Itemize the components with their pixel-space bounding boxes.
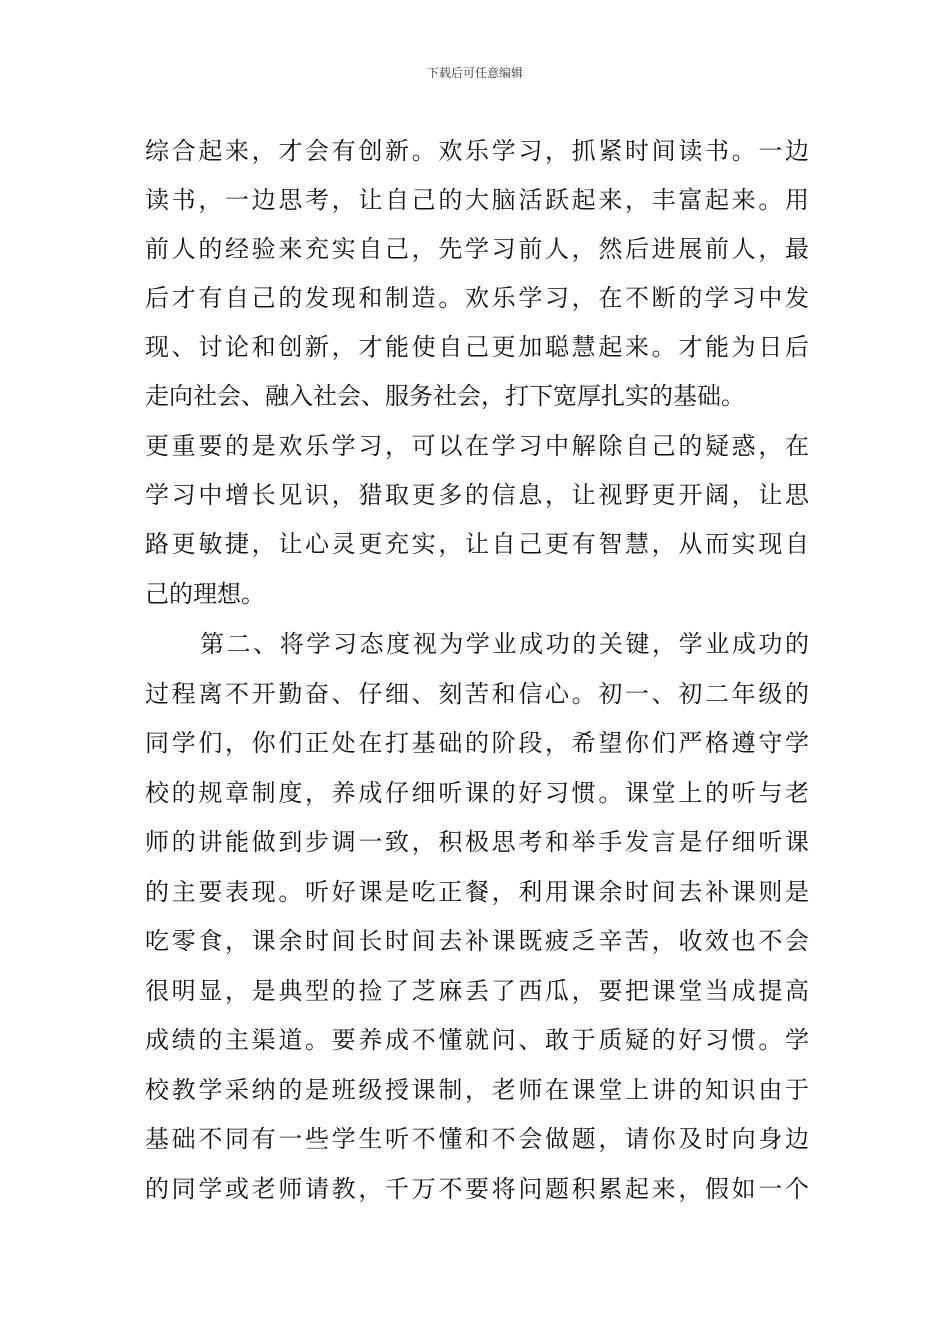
- text-line: 综合起来，才会有创新。欢乐学习，抓紧时间读书。一边: [145, 137, 809, 165]
- text-line: 吃零食，课余时间长时间去补课既疲乏辛苦，收效也不会: [145, 927, 809, 955]
- text-line: 同学们，你们正处在打基础的阶段，希望你们严格遵守学: [145, 729, 809, 757]
- text-line: 后才有自己的发现和制造。欢乐学习，在不断的学习中发: [145, 284, 809, 312]
- text-line: 师的讲能做到步调一致，积极思考和举手发言是仔细听课: [145, 828, 809, 856]
- text-line: 更重要的是欢乐学习，可以在学习中解除自己的疑惑，在: [145, 432, 809, 460]
- text-line: 己的理想。: [145, 580, 265, 608]
- text-line: 学习中增长见识，猎取更多的信息，让视野更开阔，让思: [145, 481, 809, 509]
- text-line: 读书，一边思考，让自己的大脑活跃起来，丰富起来。用: [145, 186, 809, 214]
- text-line: 走向社会、融入社会、服务社会，打下宽厚扎实的基础。: [145, 382, 745, 410]
- page-header: 下载后可任意编辑: [426, 66, 523, 80]
- text-line: 的同学或老师请教，千万不要将问题积累起来，假如一个: [145, 1175, 809, 1203]
- text-line: 过程离不开勤奋、仔细、刻苦和信心。初一、初二年级的: [145, 680, 809, 708]
- text-line: 第二、将学习态度视为学业成功的关键，学业成功的: [200, 630, 809, 658]
- text-line: 校教学采纳的是班级授课制，老师在课堂上讲的知识由于: [145, 1076, 809, 1104]
- text-line: 现、讨论和创新，才能使自己更加聪慧起来。才能为日后: [145, 333, 809, 361]
- text-line: 路更敏捷，让心灵更充实，让自己更有智慧，从而实现自: [145, 530, 809, 558]
- text-line: 前人的经验来充实自己，先学习前人，然后进展前人，最: [145, 235, 809, 263]
- text-line: 校的规章制度，养成仔细听课的好习惯。课堂上的听与老: [145, 779, 809, 807]
- text-line: 成绩的主渠道。要养成不懂就问、敢于质疑的好习惯。学: [145, 1026, 809, 1054]
- text-line: 基础不同有一些学生听不懂和不会做题，请你及时向身边: [145, 1125, 809, 1153]
- text-line: 很明显，是典型的捡了芝麻丢了西瓜，要把课堂当成提高: [145, 977, 809, 1005]
- text-line: 的主要表现。听好课是吃正餐，利用课余时间去补课则是: [145, 878, 809, 906]
